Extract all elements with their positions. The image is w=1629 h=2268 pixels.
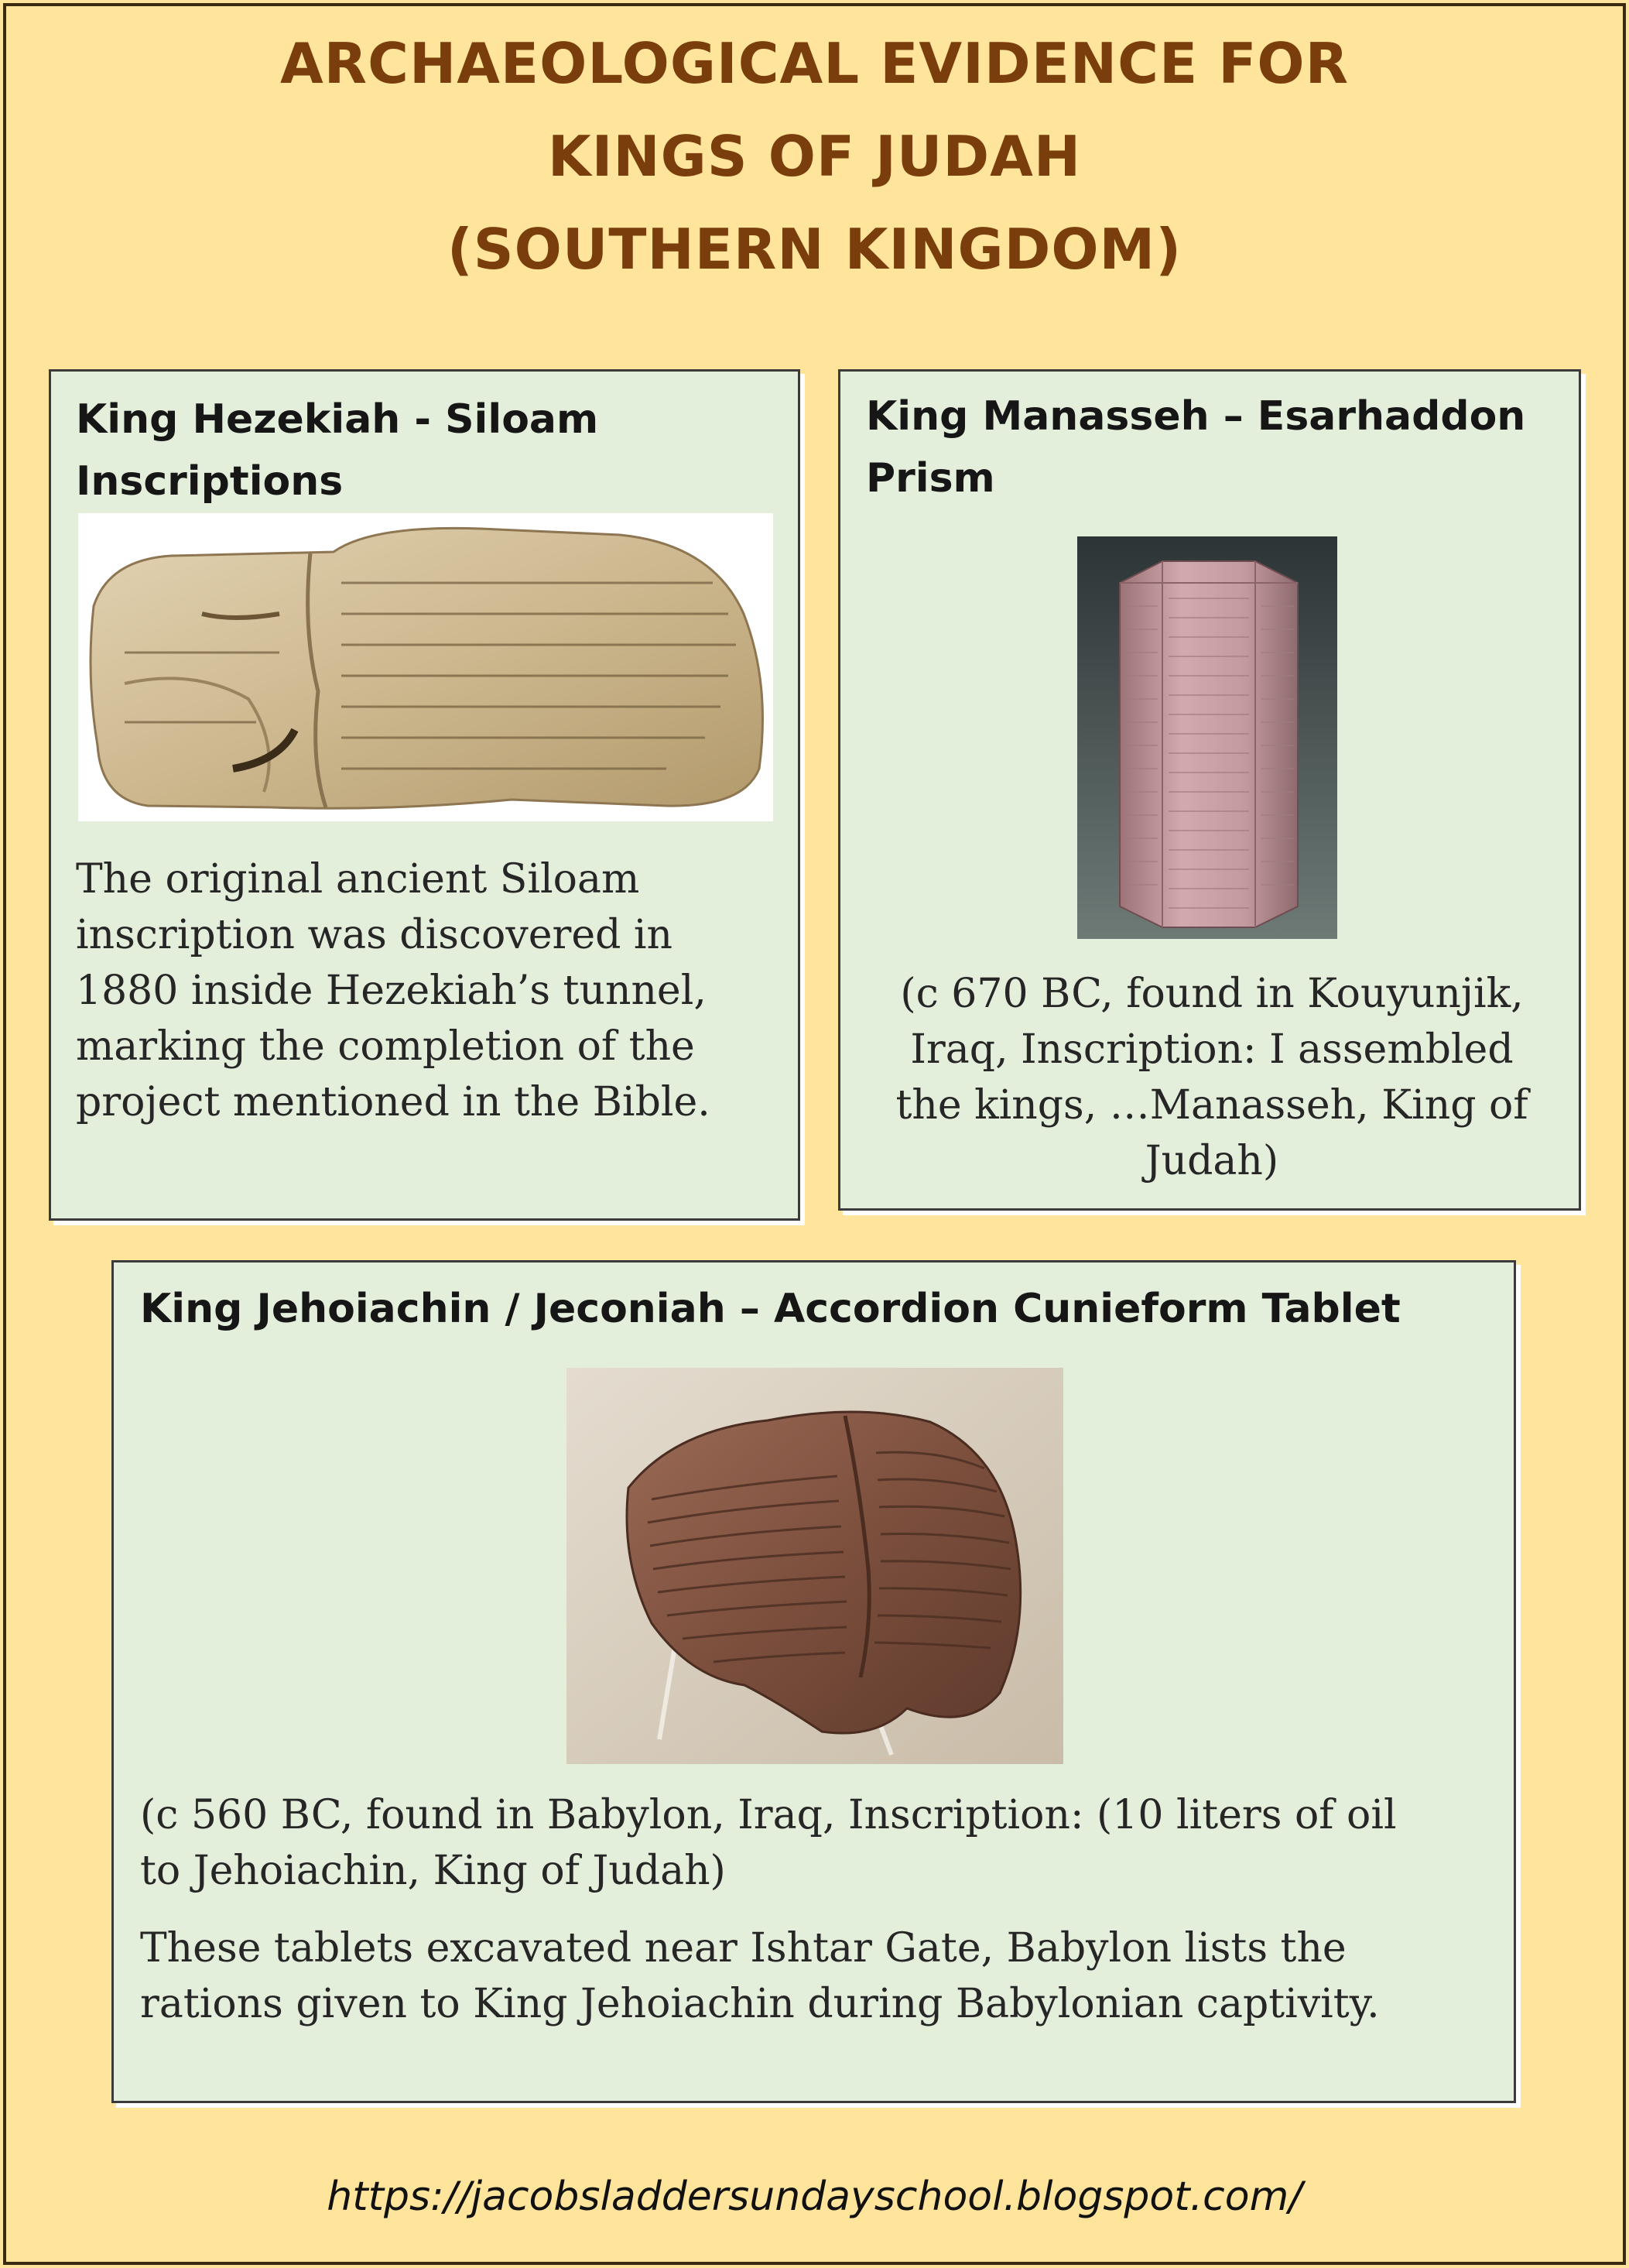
esarhaddon-prism-photo <box>1077 536 1337 939</box>
title-line-3: (SOUTHERN KINGDOM) <box>447 217 1182 282</box>
panel-description <box>76 851 788 1130</box>
panel-description <box>140 1787 1502 2032</box>
title-line-1: ARCHAEOLOGICAL EVIDENCE FOR <box>279 31 1350 96</box>
panel-hezekiah <box>49 369 800 1221</box>
description-paragraph <box>140 1920 1502 2032</box>
text-line: marking the completion of the <box>76 1023 695 1070</box>
text-line: The original ancient Siloam <box>76 856 640 903</box>
text-line: rations given to King Jehoiachin during Babylonian captivity. <box>140 1981 1380 2027</box>
panel-heading <box>76 389 772 512</box>
heading-line: Inscriptions <box>76 458 344 505</box>
text-line: Iraq, Inscription: I assembled <box>910 1026 1514 1073</box>
panel-jehoiachin <box>111 1260 1516 2103</box>
panel-heading <box>866 385 1562 509</box>
text-line: (c 560 BC, found in Babylon, Iraq, Inscription: (10 liters of oil <box>140 1792 1397 1838</box>
caption-paragraph <box>140 1787 1502 1899</box>
heading-line: King Jehoiachin / Jeconiah – Accordion Cunieform Tablet <box>140 1286 1401 1332</box>
siloam-inscription-photo <box>78 513 773 821</box>
text-line: to Jehoiachin, King of Judah) <box>140 1848 726 1894</box>
text-line: inscription was discovered in <box>76 912 673 958</box>
panel-heading <box>140 1278 1502 1340</box>
text-line: project mentioned in the Bible. <box>76 1079 710 1125</box>
page-title <box>0 17 1629 296</box>
cuneiform-tablet-photo <box>566 1368 1063 1764</box>
text-line: (c 670 BC, found in Kouyunjik, <box>900 971 1524 1017</box>
text-line: These tablets excavated near Ishtar Gate, Babylon lists the <box>140 1925 1347 1972</box>
panel-description <box>856 966 1568 1189</box>
panel-manasseh <box>838 369 1581 1211</box>
text-line: 1880 inside Hezekiah’s tunnel, <box>76 968 707 1014</box>
heading-line: King Manasseh – Esarhaddon <box>866 393 1526 440</box>
footer-url: https://jacobsladdersundayschool.blogspot.com/ <box>327 2174 1302 2220</box>
heading-line: King Hezekiah - Siloam <box>76 396 599 443</box>
heading-line: Prism <box>866 455 995 502</box>
text-line: Judah) <box>1145 1138 1279 1184</box>
text-line: the kings, …Manasseh, King of <box>895 1082 1528 1129</box>
title-line-2: KINGS OF JUDAH <box>547 124 1082 189</box>
